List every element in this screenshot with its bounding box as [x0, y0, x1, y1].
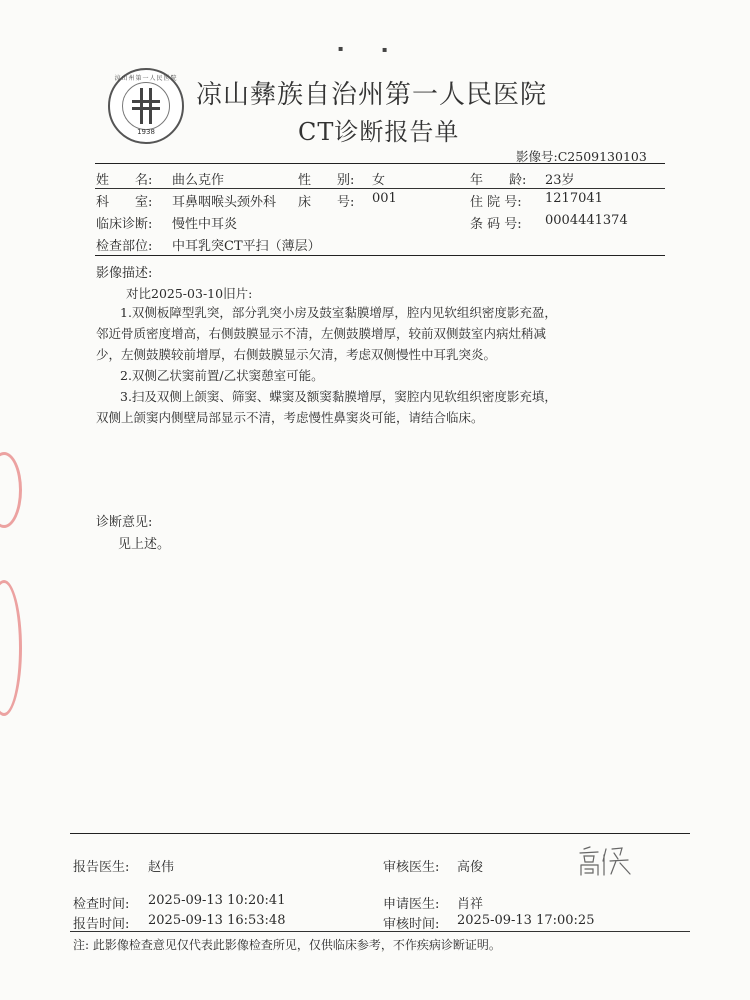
clinical-dx-label: 临床诊断: [96, 217, 153, 232]
exam-time-label: 检查时间: [73, 897, 130, 912]
scan-speck: ▪ [382, 45, 388, 54]
footer-divider [70, 833, 690, 834]
apply-doctor: 肖祥 [457, 897, 484, 912]
image-no-label: 影像号: [516, 149, 558, 164]
report-time-label: 报告时间: [73, 917, 130, 932]
dept-label: 科 室: [96, 195, 153, 210]
clinical-dx: 慢性中耳炎 [172, 217, 238, 232]
bed-label: 床 号: [298, 195, 355, 210]
note-divider [70, 931, 690, 932]
handwritten-signature-icon [576, 843, 640, 879]
findings-line: 少，左侧鼓膜较前增厚，右侧鼓膜显示欠清，考虑双侧慢性中耳乳突炎。 [96, 347, 497, 362]
review-doctor-label: 审核医生: [383, 860, 440, 875]
header-divider [95, 163, 665, 164]
logo-ring-text: 涼山州第一人民医院 [114, 75, 178, 82]
image-no-value: C2509130103 [557, 149, 647, 164]
info-divider [95, 255, 665, 256]
diagnosis-text: 见上述。 [118, 537, 171, 552]
red-stamp-edge-mark [0, 580, 22, 716]
sex-label: 性 别: [298, 173, 355, 188]
review-time: 2025-09-13 17:00:25 [457, 913, 595, 928]
findings-line: 双侧上颌窦内侧壁局部显示不清，考虑慢性鼻窦炎可能，请结合临床。 [96, 410, 484, 425]
red-stamp-edge-mark [0, 452, 22, 528]
findings-heading: 影像描述: [96, 266, 153, 281]
exam-part: 中耳乳突CT平扫（薄层） [172, 239, 321, 254]
findings-paragraph [96, 302, 557, 428]
disclaimer-note: 注: 此影像检查意见仅代表此影像检查所见，仅供临床参考，不作疾病诊断证明。 [73, 938, 501, 952]
patient-age: 23岁 [545, 173, 575, 188]
patient-name: 曲么克作 [172, 173, 225, 188]
inpatient-no: 1217041 [545, 191, 603, 206]
report-doctor-label: 报告医生: [73, 860, 130, 875]
report-time: 2025-09-13 16:53:48 [148, 913, 286, 928]
findings-line: 1.双侧板障型乳突，部分乳突小房及鼓室黏膜增厚，腔内见软组织密度影充盈， [120, 305, 557, 320]
findings-line: 2.双侧乙状窦前置/乙状窦憩室可能。 [120, 368, 324, 383]
name-label: 姓 名: [96, 173, 153, 188]
patient-sex: 女 [372, 173, 386, 188]
findings-line: 邻近骨质密度增高，右侧鼓膜显示不清，左侧鼓膜增厚，较前双侧鼓室内病灶稍减 [96, 326, 547, 341]
report-title: CT诊断报告单 [298, 118, 460, 146]
patient-bed: 001 [372, 191, 397, 206]
logo-year: 1938 [137, 128, 155, 136]
patient-dept: 耳鼻咽喉头颈外科 [172, 195, 277, 210]
apply-doctor-label: 申请医生: [383, 897, 440, 912]
diagnosis-heading: 诊断意见: [96, 515, 153, 530]
exam-time: 2025-09-13 10:20:41 [148, 893, 286, 908]
exam-part-label: 检查部位: [96, 239, 153, 254]
age-label: 年 龄: [470, 173, 527, 188]
scan-speck: ▪ [338, 44, 344, 53]
hospital-logo-icon [108, 68, 184, 144]
review-time-label: 审核时间: [383, 917, 440, 932]
barcode-value: 0004441374 [545, 213, 628, 228]
findings-compare: 对比2025-03-10旧片: [126, 286, 253, 301]
row-divider [95, 188, 665, 189]
review-doctor: 高俊 [457, 860, 484, 875]
findings-line: 3.扫及双侧上颌窦、筛窦、蝶窦及额窦黏膜增厚，窦腔内见软组织密度影充填， [120, 389, 557, 404]
report-doctor: 赵伟 [148, 860, 175, 875]
barcode-label: 条 码 号: [470, 217, 522, 232]
hospital-name: 凉山彝族自治州第一人民医院 [196, 80, 548, 110]
inpatient-label: 住 院 号: [470, 195, 522, 210]
